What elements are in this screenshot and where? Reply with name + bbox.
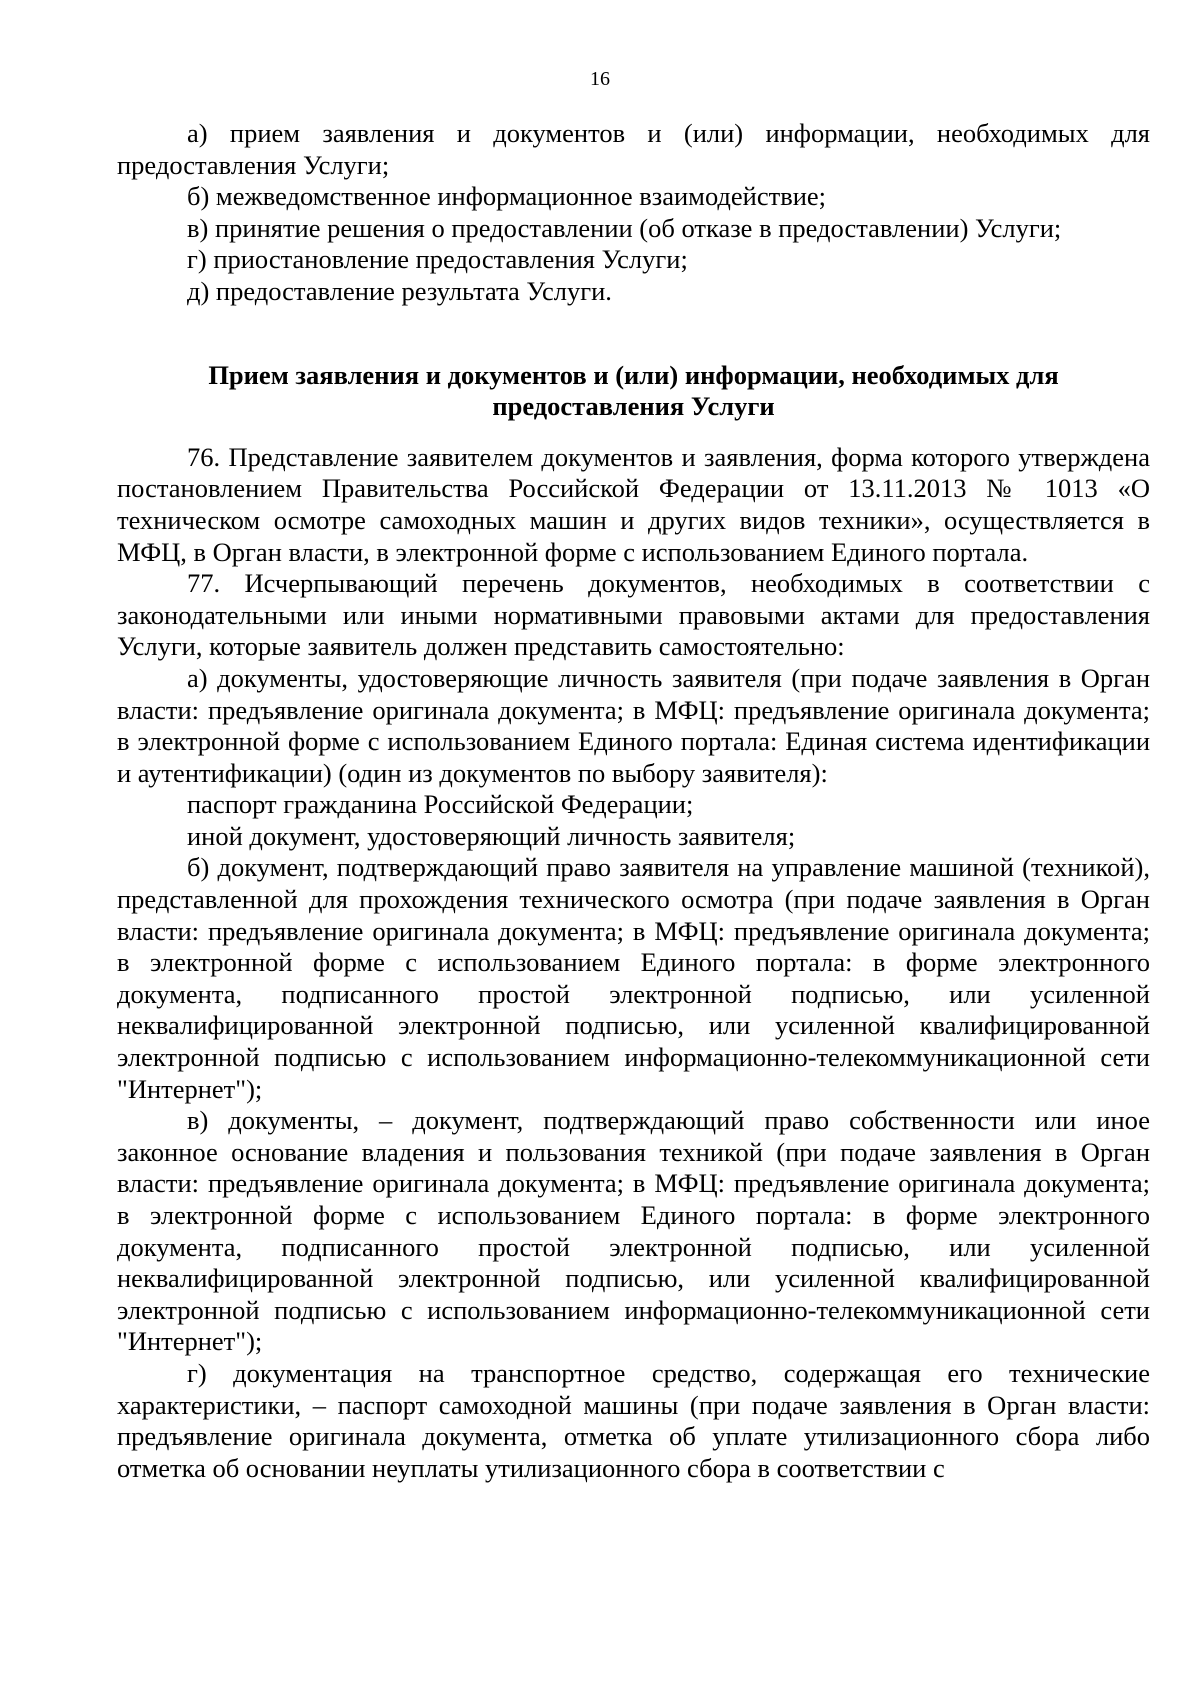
section-heading — [117, 360, 1150, 423]
list-item-v: в) принятие решения о предоставлении (об отказе в предоставлении) Услуги; — [187, 212, 1062, 243]
document-body — [117, 118, 1150, 1484]
list-item-d: д) предоставление результата Услуги. — [187, 275, 612, 306]
page-number: 16 — [590, 68, 610, 90]
section-heading-line-1: Прием заявления и документов и (или) информации, необходимых для — [208, 359, 1059, 390]
paragraph-77-a: а) документы, удостоверяющие личность заявителя (при подаче заявления в Орган власти: предъявление оригинала документа; в МФЦ: предъявление оригинала документа; в электронной форме с использованием Единого портала: Единая система идентификации и аутентификации) (один из документов по выбору заявителя): — [117, 662, 1150, 788]
paragraph-77-a-other-id: иной документ, удостоверяющий личность заявителя; — [187, 820, 796, 851]
list-item-b: б) межведомственное информационное взаимодействие; — [187, 181, 827, 212]
paragraph-77-v: в) документы, – документ, подтверждающий право собственности или иное законное основание владения и пользования техникой (при подаче заявления в Орган власти: предъявление оригинала документа; в МФЦ: предъявление оригинала документа; в электронной форме с использованием Единого портала: в форме электронного документа, подписанного простой электронной подписью, или усиленной неквалифицированной электронной подписью, или усиленной квалифицированной электронной подписью с использованием информационно-телекоммуникационной сети "Интернет"); — [117, 1105, 1150, 1357]
paragraph-77: 77. Исчерпывающий перечень документов, необходимых в соответствии с законодательными или иными нормативными правовыми актами для предоставления Услуги, которые заявитель должен представить самостоятельно: — [117, 568, 1150, 662]
section-heading-line-2: предоставления Услуги — [492, 391, 775, 422]
list-item-g: г) приостановление предоставления Услуги; — [187, 244, 688, 275]
paragraph-77-g: г) документация на транспортное средство, содержащая его технические характеристики, – паспорт самоходной машины (при подаче заявления в Орган власти: предъявление оригинала документа, отметка об уплате утилизационного сбора либо отметка об основании неуплаты утилизационного сбора в соответствии с — [117, 1357, 1150, 1483]
paragraph-76: 76. Представление заявителем документов и заявления, форма которого утверждена постановлением Правительства Российской Федерации от 13.11.2013 № 1013 «О техническом осмотре самоходных машин и других видов техники», осуществляется в МФЦ, в Орган власти, в электронной форме с использованием Единого портала. — [117, 441, 1150, 567]
paragraph-77-a-passport: паспорт гражданина Российской Федерации; — [187, 789, 694, 820]
paragraph-77-b: б) документ, подтверждающий право заявителя на управление машиной (техникой), представленной для прохождения технического осмотра (при подаче заявления в Орган власти: предъявление оригинала документа; в МФЦ: предъявление оригинала документа; в электронной форме с использованием Единого портала: в форме электронного документа, подписанного простой электронной подписью, или усиленной неквалифицированной электронной подписью, или усиленной квалифицированной электронной подписью с использованием информационно-телекоммуникационной сети "Интернет"); — [117, 852, 1150, 1104]
list-item-a: а) прием заявления и документов и (или) информации, необходимых для предоставления Услуги; — [117, 118, 1150, 180]
